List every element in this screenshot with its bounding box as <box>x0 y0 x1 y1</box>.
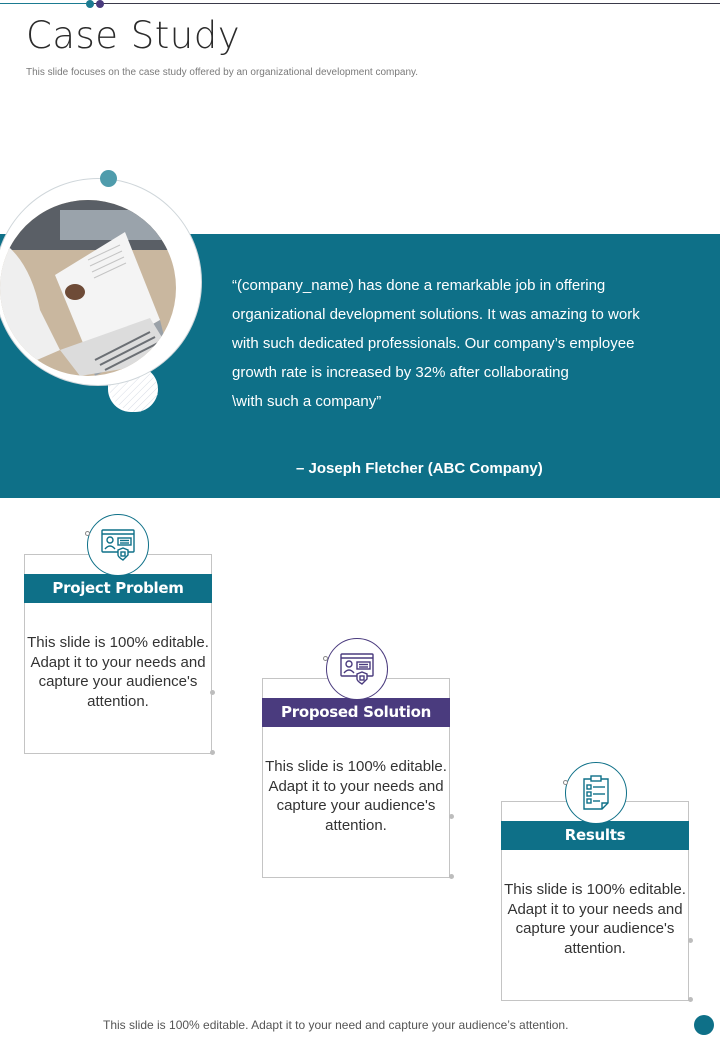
connector-dot <box>210 750 215 755</box>
ring-dot-decoration <box>100 170 117 187</box>
page-title: Case Study <box>26 14 241 57</box>
connector-dot <box>449 814 454 819</box>
icon-badge <box>326 638 388 700</box>
card-body: This slide is 100% editable. Adapt it to your needs and capture your audience's attention. <box>265 758 447 834</box>
testimonial-photo <box>0 200 176 376</box>
icon-badge <box>87 514 149 576</box>
connector-dot <box>210 690 215 695</box>
quote-line: with such dedicated professionals. Our company’s employee <box>232 335 635 352</box>
page-subtitle: This slide focuses on the case study offered by an organizational development company. <box>26 67 419 78</box>
top-divider-accent <box>0 3 88 4</box>
connector-dot <box>449 874 454 879</box>
testimonial-author: – Joseph Fletcher (ABC Company) <box>296 460 543 477</box>
card-body: This slide is 100% editable. Adapt it to your needs and capture your audience's attention. <box>27 634 209 710</box>
icon-badge <box>565 762 627 824</box>
testimonial-quote <box>232 271 702 416</box>
card-body: This slide is 100% editable. Adapt it to your needs and capture your audience's attention. <box>504 881 686 957</box>
footer-note: This slide is 100% editable. Adapt it to your need and capture your audience’s attention. <box>103 1018 569 1032</box>
clipboard-checklist-icon <box>582 775 610 811</box>
card-title: Proposed Solution <box>262 698 450 727</box>
card-title: Project Problem <box>24 574 212 603</box>
icon-connector-node <box>85 531 90 536</box>
icon-connector-node <box>563 780 568 785</box>
quote-line: “(company_name) has done a remarkable job in offering <box>232 277 606 294</box>
card-project-problem <box>24 554 212 754</box>
top-divider-line <box>0 3 720 4</box>
teal-dot-decoration <box>86 0 94 8</box>
purple-dot-decoration <box>96 0 104 8</box>
card-title: Results <box>501 821 689 850</box>
profile-card-lock-icon <box>339 652 375 686</box>
quote-line: organizational development solutions. It was amazing to work <box>232 306 640 323</box>
connector-dot <box>688 997 693 1002</box>
footer-dot-decoration <box>694 1015 714 1035</box>
icon-connector-node <box>323 656 328 661</box>
profile-card-lock-icon <box>100 528 136 562</box>
card-proposed-solution <box>262 678 450 878</box>
card-results <box>501 801 689 1001</box>
quote-line: growth rate is increased by 32% after collaborating <box>232 364 569 381</box>
quote-line: \with such a company” <box>232 393 382 410</box>
connector-dot <box>688 938 693 943</box>
